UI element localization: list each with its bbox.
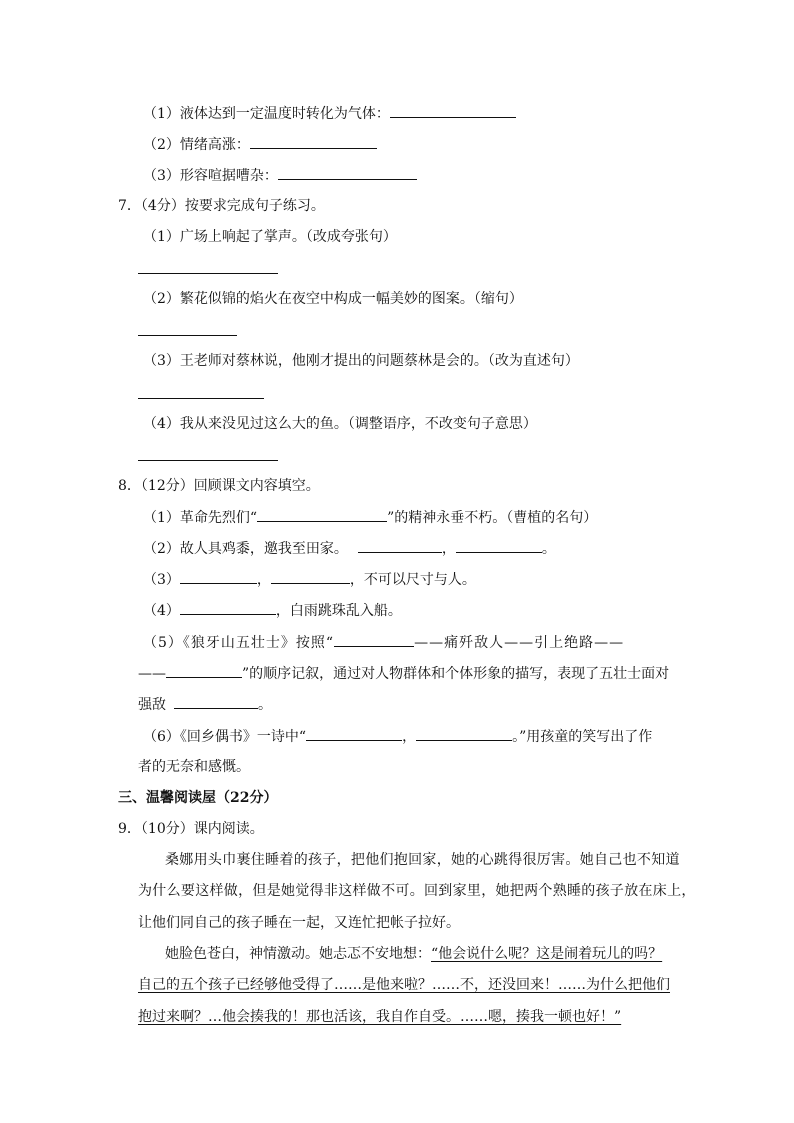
answer-line[interactable] [138, 335, 237, 336]
q8-item-1-pre: （1）革命先烈们“ [143, 510, 258, 526]
q8-item-3-pre: （3） [143, 572, 180, 588]
q9-underlined-sentence-3: 抱过来啊？…他会揍我的！那也活该，我自作自受。……嗯，揍我一顿也好！” [138, 1009, 622, 1025]
q8-item-6-line-1 [143, 726, 652, 747]
answer-blank[interactable] [416, 726, 512, 741]
q6-item-1 [143, 103, 516, 124]
q7-item-2: （2）繁花似锦的焰火在夜空中构成一幅美妙的图案。（缩句） [143, 291, 523, 307]
answer-blank[interactable] [334, 632, 414, 647]
period: 。 [258, 697, 272, 713]
q8-item-5-a: （5）《狼牙山五壮士》按照“ [143, 635, 335, 651]
q8-item-6-line-2: 者的无奈和感慨。 [138, 759, 250, 775]
q9-passage-p1-line-3: 让他们同自己的孩子睡在一起，又连忙把帐子拉好。 [138, 915, 460, 931]
q6-item-2 [143, 134, 377, 155]
q9-title: 9．（10分）课内阅读。 [118, 821, 264, 837]
answer-line[interactable] [138, 273, 278, 274]
answer-line[interactable] [138, 398, 264, 399]
answer-line[interactable] [138, 460, 278, 461]
answer-blank[interactable] [278, 165, 417, 180]
q6-item-3 [143, 165, 417, 186]
q8-item-2-pre: （2）故人具鸡黍，邀我至田家。 [143, 541, 348, 557]
comma: ， [402, 729, 417, 745]
q8-item-5-e: 强敌 [138, 697, 166, 713]
answer-blank[interactable] [358, 538, 442, 553]
answer-blank[interactable] [166, 663, 242, 678]
period: 。 [541, 541, 556, 557]
q9-passage-p1-line-1: 桑娜用头巾裹住睡着的孩子，把他们抱回家，她的心跳得很厉害。她自己也不知道 [165, 852, 680, 868]
q8-item-6-post: 。”用孩童的笑写出了作 [512, 729, 653, 745]
q7-item-4: （4）我从来没见过这么大的鱼。（调整语序，不改变句子意思） [143, 416, 537, 432]
q7-item-3: （3）王老师对蔡林说，他刚才提出的问题蔡林是会的。（改为直述句） [143, 353, 579, 369]
answer-blank[interactable] [180, 569, 257, 584]
q7-item-1: （1）广场上响起了掌声。（改成夸张句） [143, 229, 397, 245]
q9-passage-p2-line-1 [165, 944, 662, 964]
answer-blank[interactable] [257, 507, 387, 522]
answer-blank[interactable] [180, 600, 276, 615]
q8-item-4 [143, 600, 402, 621]
q6-item-2-text: （2）情绪高涨： [143, 137, 250, 153]
q8-item-3-post: ，不可以尺寸与人。 [349, 572, 476, 588]
q6-item-3-text: （3）形容喧据嘈杂： [143, 168, 278, 184]
q8-item-1 [143, 507, 597, 528]
answer-blank[interactable] [456, 538, 542, 553]
comma: ， [256, 572, 271, 588]
q8-item-6-pre: （6）《回乡偶书》一诗中“ [143, 729, 307, 745]
q9-passage-p1-line-2: 为什么要这样做，但是她觉得非这样做不可。回到家里，她把两个熟睡的孩子放在床上， [138, 883, 696, 899]
q8-item-4-pre: （4） [143, 603, 180, 619]
answer-blank[interactable] [250, 134, 377, 149]
answer-blank[interactable] [174, 694, 258, 709]
answer-blank[interactable] [271, 569, 350, 584]
q8-item-5-line-1 [143, 632, 624, 653]
q9-underlined-sentence-2: 自己的五个孩子已经够他受得了……是他来啦？……不，还没回来！……为什么把他们 [138, 977, 670, 993]
q8-title: 8．（12分）回顾课文内容填空。 [118, 478, 320, 494]
q9-underlined-sentence-1: “他会说什么呢？这是闹着玩儿的吗？ [431, 946, 663, 962]
q6-item-1-text: （1）液体达到一定温度时转化为气体： [143, 106, 390, 122]
q8-item-3 [143, 569, 476, 590]
answer-blank[interactable] [390, 103, 516, 118]
q8-item-5-line-3 [138, 694, 272, 715]
q8-item-1-post: ”的精神永垂不朽。（曹植的名句） [387, 510, 598, 526]
q9-passage-p2-plain: 她脸色苍白，神情激动。她忐忑不安地想： [165, 946, 431, 962]
q8-item-5-line-2 [138, 663, 669, 684]
q8-item-5-c: —— [138, 666, 166, 682]
comma: ， [441, 541, 456, 557]
q7-title: 7．（4分）按要求完成句子练习。 [118, 198, 325, 214]
q8-item-5-b: ——痛歼敌人——引上绝路—— [414, 635, 625, 651]
q8-item-2 [143, 538, 556, 559]
section-heading: 三、温馨阅读屋（22分） [118, 790, 278, 806]
q8-item-5-d: ”的顺序记叙，通过对人物群体和个体形象的描写，表现了五壮士面对 [242, 666, 670, 682]
answer-blank[interactable] [306, 726, 402, 741]
q8-item-4-post: ，白雨跳珠乱入船。 [275, 603, 402, 619]
